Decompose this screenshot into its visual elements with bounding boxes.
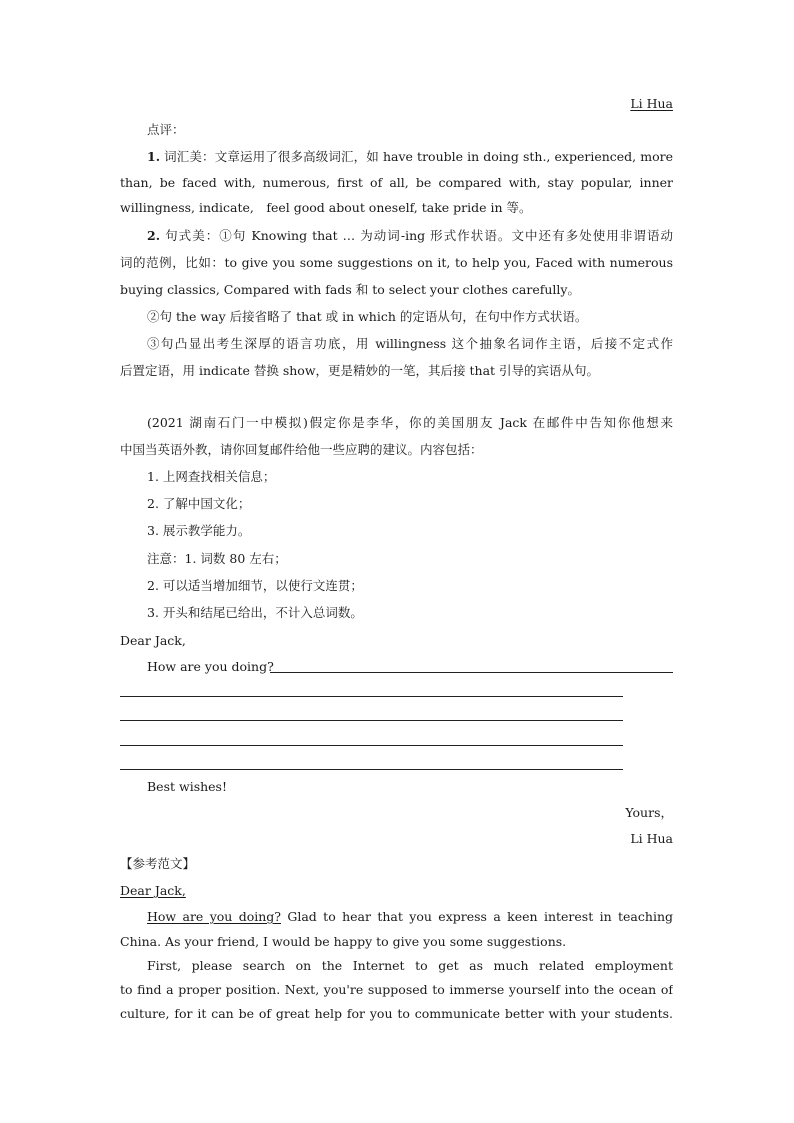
- task-intro-line2: 中国当英语外教，请你回复邮件给他一些应聘的建议。内容包括：: [120, 442, 483, 457]
- sample-p2-line3: culture, for it can be of great help for you to communicate better with your students.: [120, 1006, 673, 1021]
- comment-p4-line2: 后置定语，用 indicate 替换 show，更是精妙的一笔，其后接 that 引导的宾语从句。: [120, 363, 600, 378]
- task-closing: Best wishes!: [147, 779, 227, 794]
- sample-p1-line2: China. As your friend, I would be happy to give you some suggestions.: [120, 934, 567, 949]
- writing-line-2: [120, 696, 623, 697]
- task-point-3: 3. 展示教学能力。: [147, 523, 251, 538]
- comment-p2-number: 2.: [147, 228, 161, 243]
- comment-p2-line1: [147, 228, 673, 244]
- task-intro-line1: (2021 湖南石门一中模拟)假定你是李华，你的美国朋友 Jack 在邮件中告知你他想来: [147, 415, 673, 430]
- comment-p1-line2: than, be faced with, numerous, first of all, be compared with, stay popular, inner: [120, 175, 673, 190]
- signature-top: Li Hua: [630, 96, 673, 111]
- sample-p2-line2: to find a proper position. Next, you're supposed to immerse yourself into the ocean of: [120, 982, 673, 997]
- comment-heading: 点评：: [147, 122, 185, 137]
- comment-p2-line3: buying classics, Compared with fads 和 to select your clothes carefully。: [120, 282, 580, 297]
- sample-salutation: Dear Jack,: [120, 883, 186, 898]
- task-note-1: 注意：1. 词数 80 左右；: [147, 551, 287, 566]
- task-note-3: 3. 开头和结尾已给出，不计入总词数。: [147, 605, 363, 620]
- sample-p1-line1: [147, 909, 673, 925]
- writing-line-5: [120, 769, 623, 770]
- comment-p2-line2: 词的范例，比如：to give you some suggestions on it, to help you, Faced with numerous: [120, 255, 673, 270]
- comment-p2-text: 句式美：①句 Knowing that … 为动词-ing 形式作状语。文中还有多处使用非谓语动: [165, 228, 673, 243]
- comment-p1-line1: [147, 149, 673, 165]
- writing-line-3: [120, 720, 623, 721]
- task-signature: Li Hua: [630, 831, 673, 846]
- task-salutation: Dear Jack,: [120, 633, 186, 648]
- writing-line-1: [270, 672, 673, 673]
- comment-p1-number: 1.: [147, 149, 161, 164]
- comment-p4-line1: ③句凸显出考生深厚的语言功底，用 willingness 这个抽象名词作主语，后接不定式作: [147, 336, 673, 351]
- sample-p1-rest: Glad to hear that you express a keen interest in teaching: [287, 909, 673, 924]
- writing-line-4: [120, 745, 623, 746]
- task-opening: How are you doing?: [147, 659, 274, 674]
- sample-p2-line1: First, please search on the Internet to get as much related employment: [147, 958, 673, 973]
- sample-salutation-row: [120, 883, 673, 899]
- task-note-2: 2. 可以适当增加细节，以使行文连贯；: [147, 578, 363, 593]
- comment-p1-text: 词汇美：文章运用了很多高级词汇，如 have trouble in doing sth., experienced, more: [164, 149, 673, 164]
- comment-p3-line1: ②句 the way 后接省略了 that 或 in which 的定语从句，在句中作方式状语。: [147, 309, 588, 324]
- task-point-1: 1. 上网查找相关信息；: [147, 469, 276, 484]
- task-point-2: 2. 了解中国文化；: [147, 496, 251, 511]
- task-yours: Yours，: [625, 805, 673, 820]
- comment-p1-line3: willingness, indicate, feel good about oneself, take pride in 等。: [120, 200, 532, 215]
- sample-opening: How are you doing?: [147, 909, 281, 924]
- sample-heading: 【参考范文】: [120, 856, 196, 871]
